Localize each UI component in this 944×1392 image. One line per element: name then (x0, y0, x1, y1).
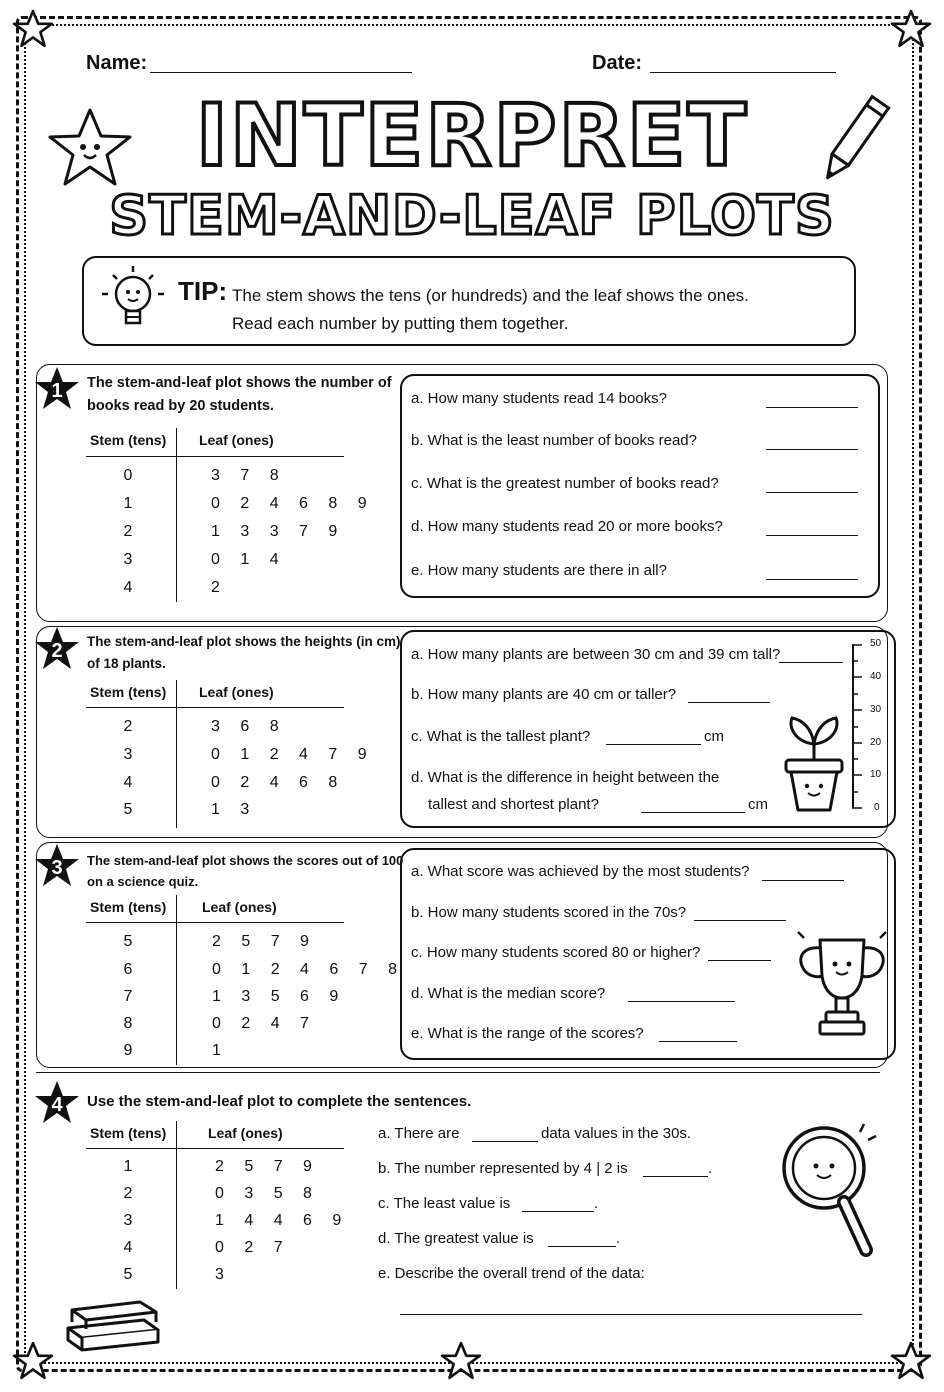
leaf-values: 0 1 4 (211, 551, 287, 568)
question: c. How many students scored 80 or higher? (411, 944, 701, 961)
stem-value: 5 (123, 933, 133, 950)
question: b. What is the least number of books read? (411, 432, 697, 449)
stem-leaf-divider (176, 680, 177, 828)
stem-value: 8 (123, 1015, 133, 1032)
trophy-icon (790, 926, 894, 1044)
leaf-values: 1 3 (211, 801, 258, 818)
leaf-values: 0 1 2 4 7 9 (211, 746, 375, 763)
leaf-values: 0 2 4 7 (212, 1015, 317, 1032)
answer-blank[interactable] (766, 579, 858, 580)
stem-value: 1 (123, 495, 133, 512)
ruler-ticks (852, 644, 864, 810)
answer-blank[interactable] (766, 449, 858, 450)
sentence-a-start: a. There are (378, 1125, 460, 1142)
answer-blank[interactable] (472, 1141, 538, 1142)
question: a. How many students read 14 books? (411, 390, 667, 407)
section-number: 2 (51, 640, 63, 662)
stem-value: 7 (123, 988, 133, 1005)
leaf-header: Leaf (ones) (199, 684, 274, 700)
stem-leaf-divider (176, 1121, 177, 1289)
section-4-top-rule (36, 1072, 880, 1073)
leaf-values: 0 2 4 6 8 (211, 774, 346, 791)
table-header-rule (86, 707, 344, 708)
answer-blank[interactable] (694, 920, 786, 921)
stem-header: Stem (tens) (90, 1125, 167, 1141)
ruler-label: 20 (870, 737, 882, 748)
section-4-intro: Use the stem-and-leaf plot to complete the sentences. (87, 1093, 472, 1110)
table-header-rule (86, 1148, 344, 1149)
intro-line: books read by 20 students. (87, 398, 274, 414)
leaf-values: 1 3 5 6 9 (212, 988, 347, 1005)
number-badge-star-icon (34, 1080, 80, 1126)
question: c. What is the greatest number of books read? (411, 475, 719, 492)
section-number: 3 (51, 857, 63, 879)
question: a. How many plants are between 30 cm and 39 cm tall? (411, 646, 781, 663)
sentence-d-end: . (616, 1230, 621, 1247)
answer-blank[interactable] (659, 1041, 737, 1042)
question: d. What is the median score? (411, 985, 606, 1002)
answer-blank[interactable] (708, 960, 771, 961)
leaf-values: 0 2 4 6 8 9 (211, 495, 375, 512)
answer-blank[interactable] (766, 535, 858, 536)
answer-blank[interactable] (606, 744, 701, 745)
tip-label: TIP: (178, 276, 228, 306)
stem-value: 2 (123, 1185, 133, 1202)
section-number: 4 (51, 1094, 63, 1116)
leaf-values: 3 6 8 (211, 718, 287, 735)
tip-line-2: Read each number by putting them together. (232, 314, 569, 333)
stem-value: 0 (123, 467, 133, 484)
stem-value: 4 (123, 774, 133, 791)
leaf-values: 3 7 8 (211, 467, 287, 484)
star-icon (12, 1340, 54, 1382)
intro-line: The stem-and-leaf plot shows the heights (in cm) (87, 634, 401, 649)
section-3-intro (87, 850, 403, 892)
star-icon (12, 8, 54, 50)
question: c. What is the tallest plant? (411, 728, 591, 745)
stem-value: 5 (123, 801, 133, 818)
leaf-values: 0 1 2 4 6 7 8 (212, 961, 405, 978)
sentence-c-start: c. The least value is (378, 1195, 511, 1212)
sentence-e: e. Describe the overall trend of the data: (378, 1265, 645, 1282)
smiling-star-icon (44, 104, 136, 196)
sentence-d-start: d. The greatest value is (378, 1230, 534, 1247)
sentence-c-end: . (594, 1195, 599, 1212)
intro-line: of 18 plants. (87, 656, 166, 671)
table-header-rule (86, 456, 344, 457)
ruler-label: 30 (870, 704, 882, 715)
stem-value: 2 (123, 718, 133, 735)
stem-header: Stem (tens) (90, 684, 167, 700)
answer-blank[interactable] (643, 1176, 708, 1177)
section-number: 1 (51, 380, 63, 402)
leaf-values: 1 4 4 6 9 (215, 1212, 350, 1229)
stem-value: 2 (123, 523, 133, 540)
stem-value: 4 (123, 579, 133, 596)
leaf-values: 1 3 3 7 9 (211, 523, 346, 540)
leaf-values: 2 5 7 9 (215, 1158, 320, 1175)
star-icon (440, 1340, 482, 1382)
stem-value: 4 (123, 1239, 133, 1256)
unit-label: cm (748, 796, 768, 813)
name-label: Name: (86, 52, 148, 74)
stem-header: Stem (tens) (90, 432, 167, 448)
unit-label: cm (704, 728, 724, 745)
pencil-icon (812, 88, 896, 192)
books-stack-icon (62, 1298, 164, 1354)
answer-blank[interactable] (522, 1211, 594, 1212)
answer-blank[interactable] (641, 812, 745, 813)
answer-blank[interactable] (766, 492, 858, 493)
question: e. How many students are there in all? (411, 562, 667, 579)
answer-blank[interactable] (762, 880, 844, 881)
page-subtitle: STEM-AND-LEAF PLOTS (109, 184, 835, 247)
leaf-values: 3 (215, 1266, 232, 1283)
intro-line: on a science quiz. (87, 874, 199, 889)
number-badge-star-icon (34, 366, 80, 412)
stem-value: 3 (123, 551, 133, 568)
leaf-values: 2 5 7 9 (212, 933, 317, 950)
stem-value: 3 (123, 746, 133, 763)
section-2-intro (87, 631, 401, 675)
ruler-label: 40 (870, 671, 882, 682)
stem-leaf-divider (176, 428, 177, 602)
tip-box (82, 256, 856, 346)
stem-header: Stem (tens) (90, 899, 167, 915)
question: d. How many students read 20 or more books? (411, 518, 723, 535)
lightbulb-icon (98, 264, 168, 340)
question: a. What score was achieved by the most students? (411, 863, 750, 880)
answer-blank[interactable] (688, 702, 770, 703)
tip-text (232, 282, 749, 338)
sentence-b-end: . (708, 1160, 713, 1177)
date-label: Date: (592, 52, 643, 74)
answer-blank[interactable] (779, 662, 843, 663)
star-icon (890, 1340, 932, 1382)
question: e. What is the range of the scores? (411, 1025, 644, 1042)
stem-value: 1 (123, 1158, 133, 1175)
number-badge-star-icon (34, 626, 80, 672)
star-icon (890, 8, 932, 50)
question: b. How many plants are 40 cm or taller? (411, 686, 677, 703)
potted-plant-icon (778, 710, 850, 816)
sentence-b-start: b. The number represented by 4 | 2 is (378, 1160, 628, 1177)
stem-value: 3 (123, 1212, 133, 1229)
intro-line: The stem-and-leaf plot shows the scores out of 100 (87, 853, 404, 868)
intro-line: The stem-and-leaf plot shows the number of (87, 375, 392, 391)
answer-blank[interactable] (628, 1001, 735, 1002)
page-title: INTERPRET (195, 86, 749, 186)
question-continued: tallest and shortest plant? (428, 796, 599, 813)
leaf-values: 2 (211, 579, 228, 596)
leaf-values: 1 (212, 1042, 229, 1059)
question: b. How many students scored in the 70s? (411, 904, 687, 921)
section-1-intro (87, 372, 392, 418)
ruler-label: 10 (870, 769, 882, 780)
leaf-header: Leaf (ones) (199, 432, 274, 448)
ruler-label: 50 (870, 638, 882, 649)
answer-blank[interactable] (766, 407, 858, 408)
date-field[interactable] (650, 72, 836, 73)
answer-line[interactable] (400, 1314, 862, 1315)
answer-blank[interactable] (548, 1246, 616, 1247)
leaf-values: 0 2 7 (215, 1239, 291, 1256)
stem-value: 5 (123, 1266, 133, 1283)
stem-leaf-divider (176, 895, 177, 1065)
table-header-rule (86, 922, 344, 923)
number-badge-star-icon (34, 843, 80, 889)
leaf-header: Leaf (ones) (202, 899, 277, 915)
leaf-values: 0 3 5 8 (215, 1185, 320, 1202)
stem-value: 6 (123, 961, 133, 978)
name-field[interactable] (150, 72, 412, 73)
leaf-header: Leaf (ones) (208, 1125, 283, 1141)
magnifying-glass-icon (780, 1118, 880, 1260)
ruler-label: 0 (874, 802, 880, 813)
sentence-a-end: data values in the 30s. (541, 1125, 692, 1142)
stem-value: 9 (123, 1042, 133, 1059)
tip-line-1: The stem shows the tens (or hundreds) and the leaf shows the ones. (232, 286, 749, 305)
question: d. What is the difference in height between the (411, 769, 720, 786)
